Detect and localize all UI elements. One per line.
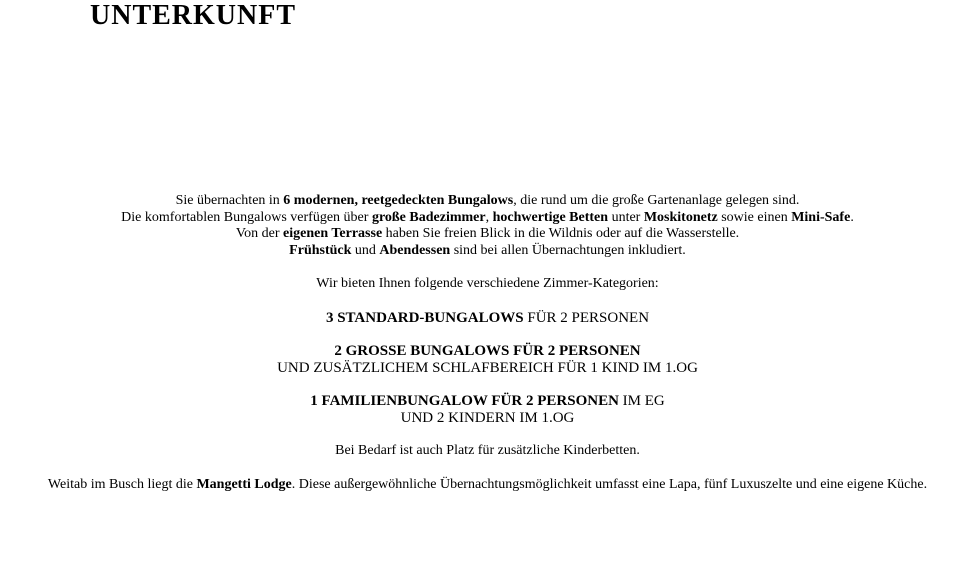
spacer <box>0 460 960 477</box>
accommodation-text <box>0 193 960 493</box>
room-category-name: 3 STANDARD-BUNGALOWS <box>325 309 524 326</box>
room-category <box>0 393 960 410</box>
lodge-name: Mangetti Lodge <box>196 476 292 492</box>
intro-text: . <box>850 209 854 225</box>
intro-line <box>0 210 960 227</box>
intro-text: Die komfortablen Bungalows verfügen über <box>121 209 372 225</box>
spacer <box>0 326 960 343</box>
intro-highlight: eigenen Terrasse <box>283 226 383 241</box>
intro-highlight: Abendessen <box>379 242 451 258</box>
intro-text: sind bei allen Übernachtungen inkludiert. <box>450 242 686 258</box>
spacer <box>0 259 960 276</box>
room-category-name: 1 FAMILIENBUNGALOW FÜR 2 PERSONEN <box>310 393 619 409</box>
intro-text: Von der <box>235 226 283 241</box>
extra-beds-note: Bei Bedarf ist auch Platz für zusätzliche Kinderbetten. <box>335 443 640 458</box>
room-category-detail: IM EG <box>618 393 665 409</box>
intro-text: sowie einen <box>717 209 792 225</box>
intro-highlight: Moskitonetz <box>643 209 718 225</box>
room-category-extra: UND 2 KINDERN IM 1.OG <box>400 409 575 426</box>
intro-line <box>0 193 960 210</box>
page-title: UNTERKUNFT <box>90 0 297 31</box>
lodge-text-before: Weitab im Busch liegt die <box>47 476 197 492</box>
lodge-text-after: . Diese außergewöhnliche Übernachtungsmöglichkeit umfasst eine Lapa, fünf Luxuszelte und eine eigene Küche. <box>291 476 928 492</box>
intro-highlight: große Badezimmer <box>371 209 486 225</box>
room-category-detail: FÜR 2 PERSONEN <box>523 309 650 326</box>
room-category <box>0 310 960 327</box>
room-category-extra: UND ZUSÄTZLICHEM SCHLAFBEREICH FÜR 1 KIND IM 1.OG <box>277 359 698 376</box>
intro-highlight: hochwertige Betten <box>492 209 609 225</box>
intro-paragraph <box>0 193 960 259</box>
intro-text: , die rund um die große Gartenanlage gelegen sind. <box>513 193 800 208</box>
intro-line <box>0 226 960 243</box>
intro-line <box>0 243 960 260</box>
intro-text: haben Sie freien Blick in die Wildnis oder auf die Wasserstelle. <box>382 226 740 241</box>
room-categories <box>0 293 960 427</box>
room-category <box>0 343 960 360</box>
intro-text: und <box>351 242 380 258</box>
intro-highlight: 6 modernen, reetgedeckten Bungalows <box>283 193 514 208</box>
intro-text: , <box>485 209 493 225</box>
spacer <box>0 426 960 443</box>
intro-highlight: Frühstück <box>289 242 352 258</box>
spacer <box>0 293 960 310</box>
categories-intro: Wir bieten Ihnen folgende verschiedene Zimmer-Kategorien: <box>316 276 659 291</box>
room-category-name: 2 GROSSE BUNGALOWS FÜR 2 PERSONEN <box>334 343 641 359</box>
intro-highlight: Mini-Safe <box>791 209 851 225</box>
intro-text: Sie übernachten in <box>175 193 284 208</box>
lodge-paragraph <box>0 477 960 494</box>
spacer <box>0 376 960 393</box>
intro-text: unter <box>608 209 644 225</box>
